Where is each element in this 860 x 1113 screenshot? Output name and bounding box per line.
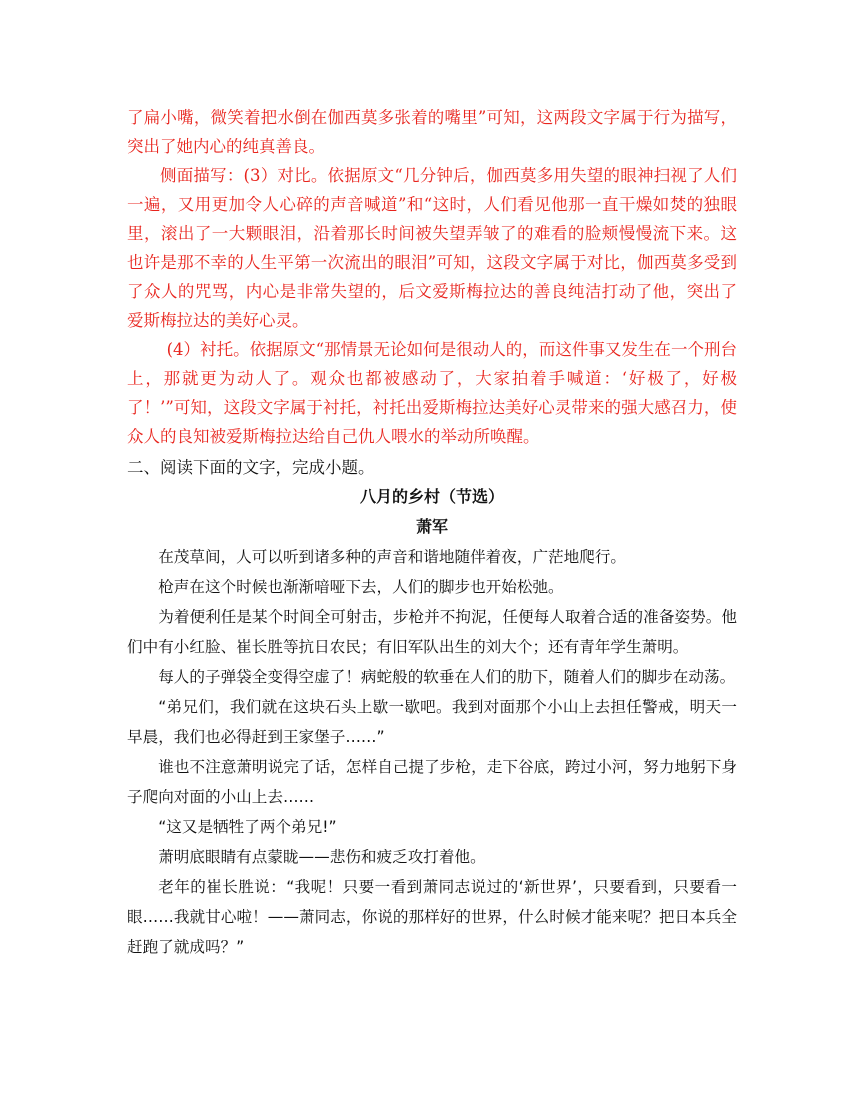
- passage-paragraph: 老年的崔长胜说：“我呢！只要一看到萧同志说过的‘新世界’，只要看到，只要看一眼……我就甘心啦！——萧同志，你说的那样好的世界，什么时候才能来呢？把日本兵全赶跑了就成吗？”: [127, 878, 737, 956]
- passage-title: 八月的乡村（节选）: [359, 487, 504, 506]
- answer-explanation: [127, 103, 737, 451]
- answer-paragraph-2: 侧面描写：(3）对比。依据原文“几分钟后，伽西莫多用失望的眼神扫视了人们一遍，又用更加令人心碎的声音喊道”和“这时，人们看见他那一直干燥如焚的独眼里，滚出了一大颗眼泪，沿着那长时间被失望弄皱了的难看的脸颊慢慢流下来。这也许是那不幸的人生平第一次流出的眼泪”可知，这段文字属于对比，伽西莫多受到了众人的咒骂，内心是非常失望的，后文爱斯梅拉达的善良纯洁打动了他，突出了爱斯梅拉达的美好心灵。: [127, 166, 737, 330]
- page-content: [127, 103, 737, 962]
- passage-paragraph: 在茂草间，人可以听到诸多种的声音和谐地随伴着夜，广茫地爬行。: [158, 548, 627, 566]
- reading-question: [127, 453, 737, 542]
- passage-author: 萧军: [415, 517, 448, 536]
- passage-paragraph: “这又是牺牲了两个弟兄!”: [158, 818, 337, 836]
- passage-paragraph: “弟兄们，我们就在这块石头上歇一歇吧。我到对面那个小山上去担任警戒，明天一早晨，我们也必得赶到王家堡子……”: [127, 698, 737, 746]
- passage-paragraph: 枪声在这个时候也渐渐喑哑下去，人们的脚步也开始松弛。: [158, 578, 564, 596]
- question-instruction: 二、阅读下面的文字，完成小题。: [127, 458, 375, 477]
- passage-paragraph: 为着便利任是某个时间全可射击，步枪并不拘泥，任便每人取着合适的准备姿势。他们中有小红脸、崔长胜等抗日农民；有旧军队出生的刘大个；还有青年学生萧明。: [127, 608, 737, 656]
- answer-paragraph-1: 了扁小嘴，微笑着把水倒在伽西莫多张着的嘴里”可知，这两段文字属于行为描写，突出了她内心的纯真善良。: [127, 108, 737, 156]
- passage-paragraph: 萧明底眼睛有点蒙眬——悲伤和疲乏攻打着他。: [158, 848, 486, 866]
- passage-body: [127, 542, 737, 962]
- answer-paragraph-3: (4）衬托。依据原文“那情景无论如何是很动人的，而这件事又发生在一个刑台上，那就更为动人了。观众也都被感动了，大家拍着手喊道：‘好极了，好极了！’”可知，这段文字属于衬托，衬托出爱斯梅拉达美好心灵带来的强大感召力，使众人的良知被爱斯梅拉达给自己仇人喂水的举动所唤醒。: [127, 340, 737, 446]
- passage-paragraph: 谁也不注意萧明说完了话，怎样自己提了步枪，走下谷底，跨过小河，努力地躬下身子爬向对面的小山上去……: [127, 758, 737, 806]
- passage-paragraph: 每人的子弹袋全变得空虚了！病蛇般的软垂在人们的肋下，随着人们的脚步在动荡。: [158, 668, 736, 686]
